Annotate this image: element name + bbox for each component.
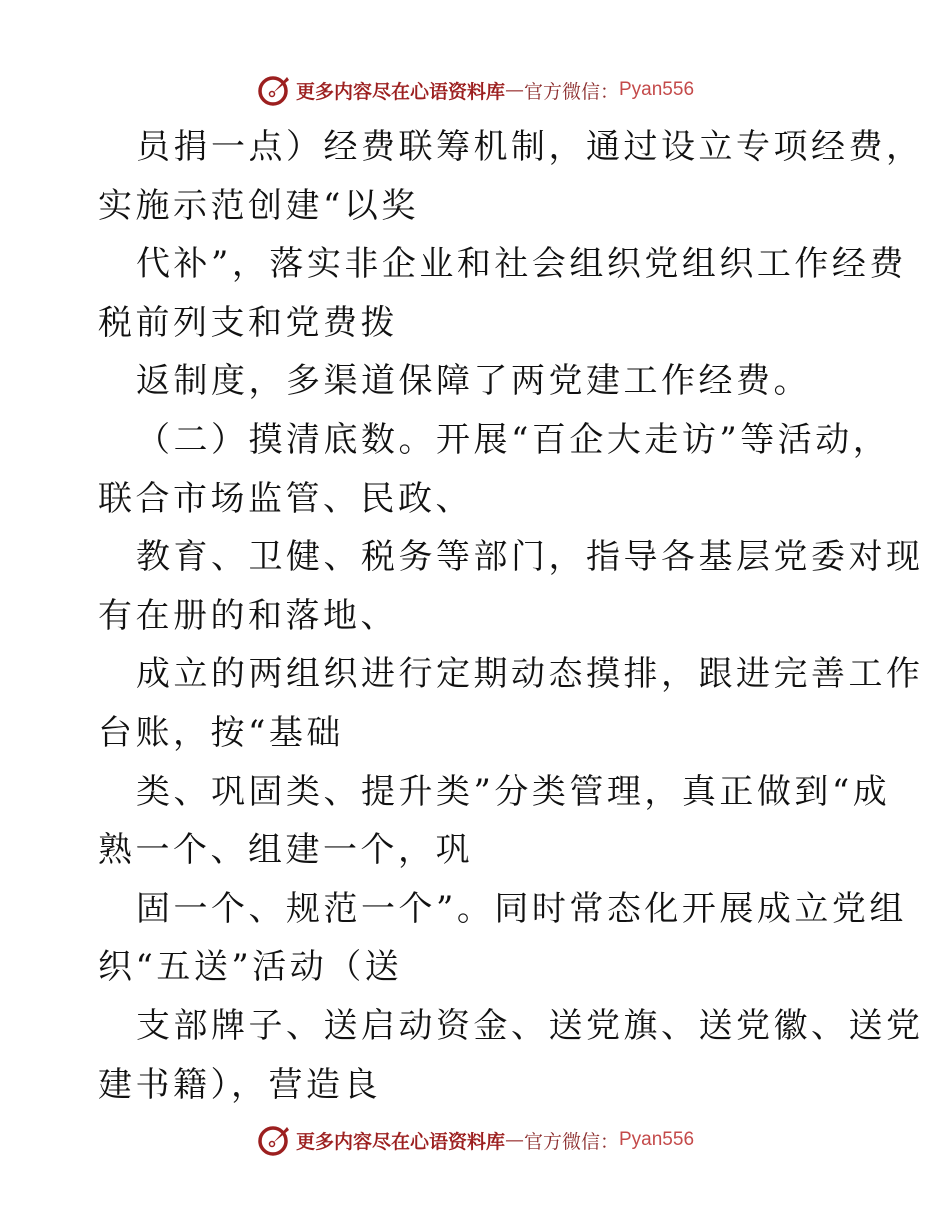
header-watermark — [0, 70, 950, 110]
watermark-wechat-label: 官方微信： — [523, 1130, 619, 1153]
text-line: 代补”，落实非企业和社会组织党组织工作经费 — [136, 244, 907, 285]
text-line: 支部牌子、送启动资金、送党旗、送党徽、送党 — [136, 1005, 924, 1046]
text-line: 返制度，多渠道保障了两党建工作经费。 — [136, 361, 811, 402]
text-line: 固一个、规范一个”。同时常态化开展成立党组 — [136, 888, 907, 929]
watermark-separator: — — [504, 1129, 524, 1151]
text-line: 建书籍），营造良 — [98, 1064, 381, 1105]
footer-watermark — [0, 1120, 950, 1160]
quill-logo-icon — [256, 72, 292, 108]
watermark-separator: — — [504, 79, 524, 101]
text-line: 教育、卫健、税务等部门，指导各基层党委对现 — [136, 537, 924, 578]
watermark-site-text: 更多内容尽在心语资料库 — [295, 1130, 505, 1153]
text-line: （二）摸清底数。开展“百企大走访”等活动， — [136, 419, 891, 460]
watermark-wechat-label: 官方微信： — [523, 80, 619, 103]
text-line: 实施示范创建“以奖 — [98, 185, 419, 226]
text-line: 员捐一点）经费联筹机制，通过设立专项经费， — [136, 127, 924, 167]
text-line: 联合市场监管、民政、 — [98, 478, 473, 519]
text-line: 税前列支和党费拨 — [98, 302, 398, 343]
watermark-wechat-id: Pyan556 — [619, 1129, 695, 1150]
text-line: 有在册的和落地、 — [98, 595, 398, 636]
quill-logo-icon — [256, 1122, 292, 1158]
text-line: 织“五送”活动（送 — [98, 947, 403, 988]
text-line: 成立的两组织进行定期动态摸排，跟进完善工作 — [136, 654, 924, 695]
text-line: 类、巩固类、提升类”分类管理，真正做到“成 — [136, 771, 891, 812]
text-line: 熟一个、组建一个，巩 — [98, 830, 473, 871]
document-body — [98, 118, 924, 1114]
watermark-wechat-id: Pyan556 — [619, 79, 695, 100]
watermark-site-text: 更多内容尽在心语资料库 — [295, 80, 505, 103]
text-line: 台账，按“基础 — [98, 712, 344, 753]
